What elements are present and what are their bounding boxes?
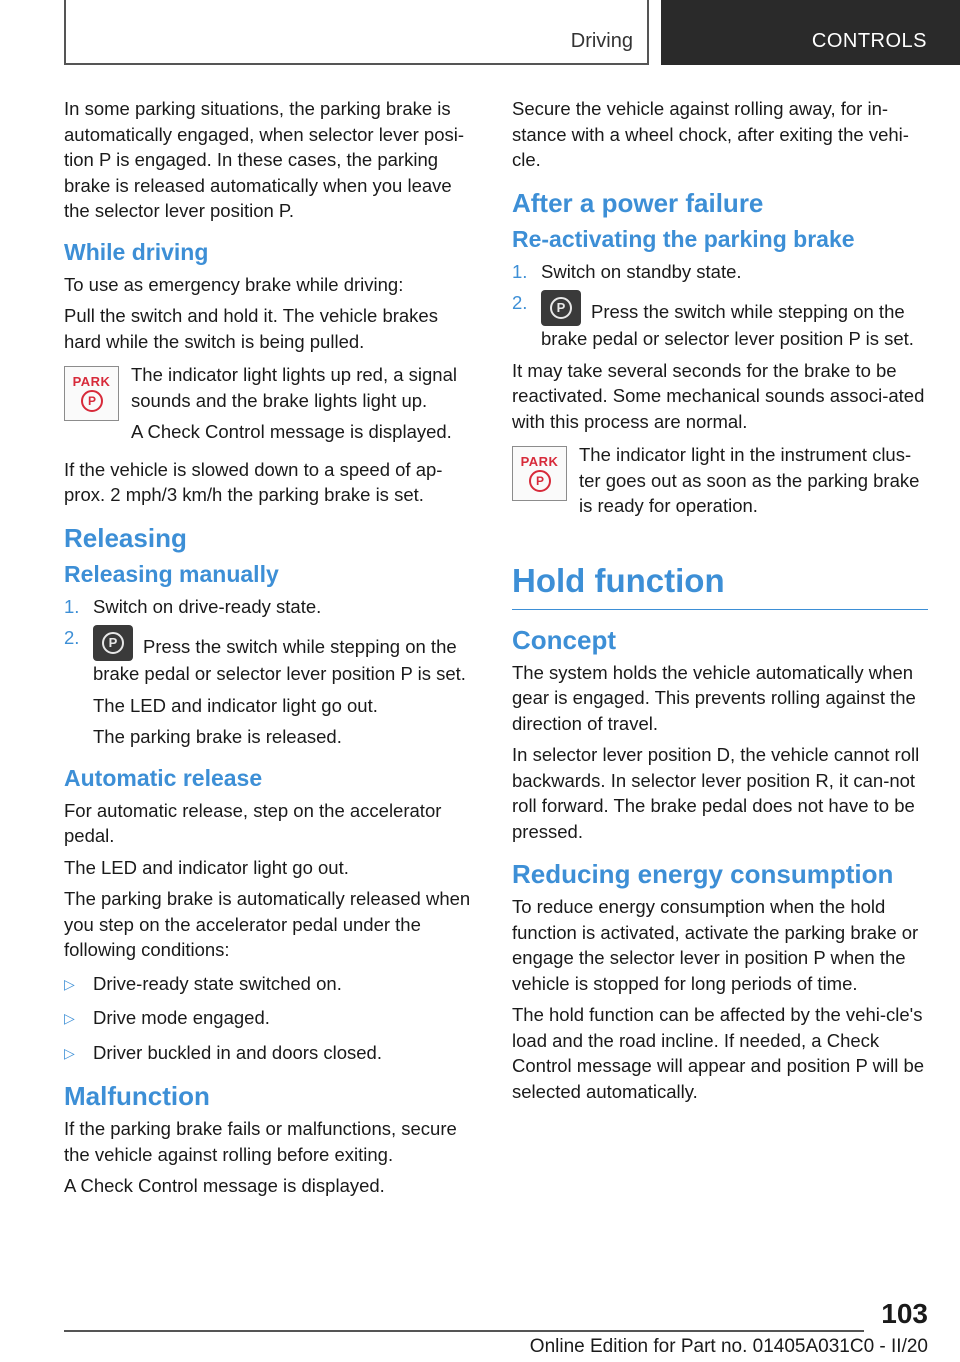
automatic-release-heading: Automatic release (64, 764, 263, 791)
malfunction-paragraph-2: A Check Control message is displayed. (64, 1175, 385, 1196)
secure-paragraph: Secure the vehicle against rolling away, for in-stance with a wheel chock, after exiting the vehi-cle. (512, 98, 909, 170)
list-item: 1. Switch on standby state. (512, 260, 742, 282)
auto-paragraph-1: For automatic release, step on the accelerator pedal. (64, 799, 442, 846)
edition-footer: Online Edition for Part no. 01405A031C0 - II/20 (529, 1336, 928, 1357)
left-column (64, 96, 480, 1205)
list-item: 2. P Press the switch while stepping on the brake pedal or selector lever position P is set. (512, 292, 914, 349)
reducing-paragraph-1: To reduce energy consumption when the hold function is activated, activate the parking brake or engage the selector lever in position P when the vehicle is stopped for long periods of time. (512, 896, 919, 994)
slowed-paragraph: If the vehicle is slowed down to a speed of ap-prox. 2 mph/3 km/h the parking brake is set. (64, 458, 443, 505)
bullet-triangle-icon: ▷ (64, 975, 75, 992)
page-number: 103 (881, 1298, 928, 1329)
indicator-paragraph-1: The indicator light lights up red, a signal sounds and the brake lights light up. (131, 364, 457, 411)
reducing-energy-heading: Reducing energy consumption (512, 859, 894, 889)
parking-brake-switch-icon: P (93, 625, 133, 661)
list-item: ▷ Driver buckled in and doors closed. (64, 1040, 480, 1067)
releasing-heading: Releasing (64, 522, 187, 553)
bullet-triangle-icon: ▷ (64, 1044, 75, 1061)
reducing-paragraph-2: The hold function can be affected by the vehi-cle's load and the road incline. If needed, a Check Control message will appear and position P will be selected automatically. (512, 1004, 925, 1102)
step2-sub-1: The LED and indicator light go out. (93, 694, 378, 716)
header-section-label: Driving (570, 30, 633, 52)
header-chapter-box (661, 0, 960, 65)
park-brake-indicator-icon: PARK P (64, 366, 119, 421)
hold-function-heading: Hold function (512, 561, 928, 610)
auto-paragraph-3: The parking brake is automatically released when you step on the accelerator pedal under the following conditions: (64, 888, 471, 960)
while-driving-paragraph-2: Pull the switch and hold it. The vehicle brakes hard while the switch is being pulled. (64, 305, 438, 352)
footer-divider (64, 1330, 864, 1332)
intro-paragraph: In some parking situations, the parking brake is automatically engaged, when selector lever posi-tion P is engaged. In these cases, the parking brake is released automatically when you leave the selector lever position P. (64, 98, 465, 221)
auto-paragraph-2: The LED and indicator light go out. (64, 856, 349, 878)
while-driving-paragraph-1: To use as emergency brake while driving: (64, 273, 404, 295)
list-item: ▷ Drive mode engaged. (64, 1005, 480, 1032)
list-item: 2. P Press the switch while stepping on the brake pedal or selector lever position P is set. The LED and indicator light go out. The parking brake is released. (64, 625, 480, 750)
list-item: 1. Switch on drive-ready state. (64, 595, 322, 617)
park-brake-indicator-icon: PARK P (512, 446, 567, 501)
park-indicator-block (512, 442, 928, 525)
reactivating-heading: Re-activating the parking brake (512, 225, 855, 252)
bullet-triangle-icon: ▷ (64, 1010, 75, 1026)
reactivate-paragraph: It may take several seconds for the brake to be reactivated. Some mechanical sounds associ-ated with this process are normal. (512, 359, 925, 432)
list-item: ▷ Drive-ready state switched on. (64, 971, 480, 998)
right-column (512, 96, 928, 1110)
power-failure-heading: After a power failure (512, 187, 764, 218)
header-chapter-label: CONTROLS (811, 30, 927, 52)
header-section-box (64, 0, 649, 65)
malfunction-heading: Malfunction (64, 1081, 210, 1111)
parking-brake-switch-icon: P (541, 290, 581, 326)
releasing-manually-heading: Releasing manually (64, 560, 279, 587)
instrument-indicator-paragraph: The indicator light in the instrument clus-ter goes out as soon as the parking brake is ready for operation. (579, 444, 920, 516)
park-indicator-block (64, 362, 480, 451)
indicator-paragraph-2: A Check Control message is displayed. (131, 421, 452, 442)
concept-heading: Concept (512, 624, 616, 655)
malfunction-paragraph-1: If the parking brake fails or malfunctions, secure the vehicle against rolling before exiting. (64, 1118, 457, 1165)
step2-sub-2: The parking brake is released. (93, 726, 342, 747)
while-driving-heading: While driving (64, 238, 209, 265)
concept-paragraph-1: The system holds the vehicle automatically when gear is engaged. This prevents rolling against the direction of travel. (512, 661, 916, 734)
concept-paragraph-2: In selector lever position D, the vehicle cannot roll backwards. In selector lever position R, it can-not roll forward. The brake pedal does not have to be pressed. (512, 744, 920, 842)
